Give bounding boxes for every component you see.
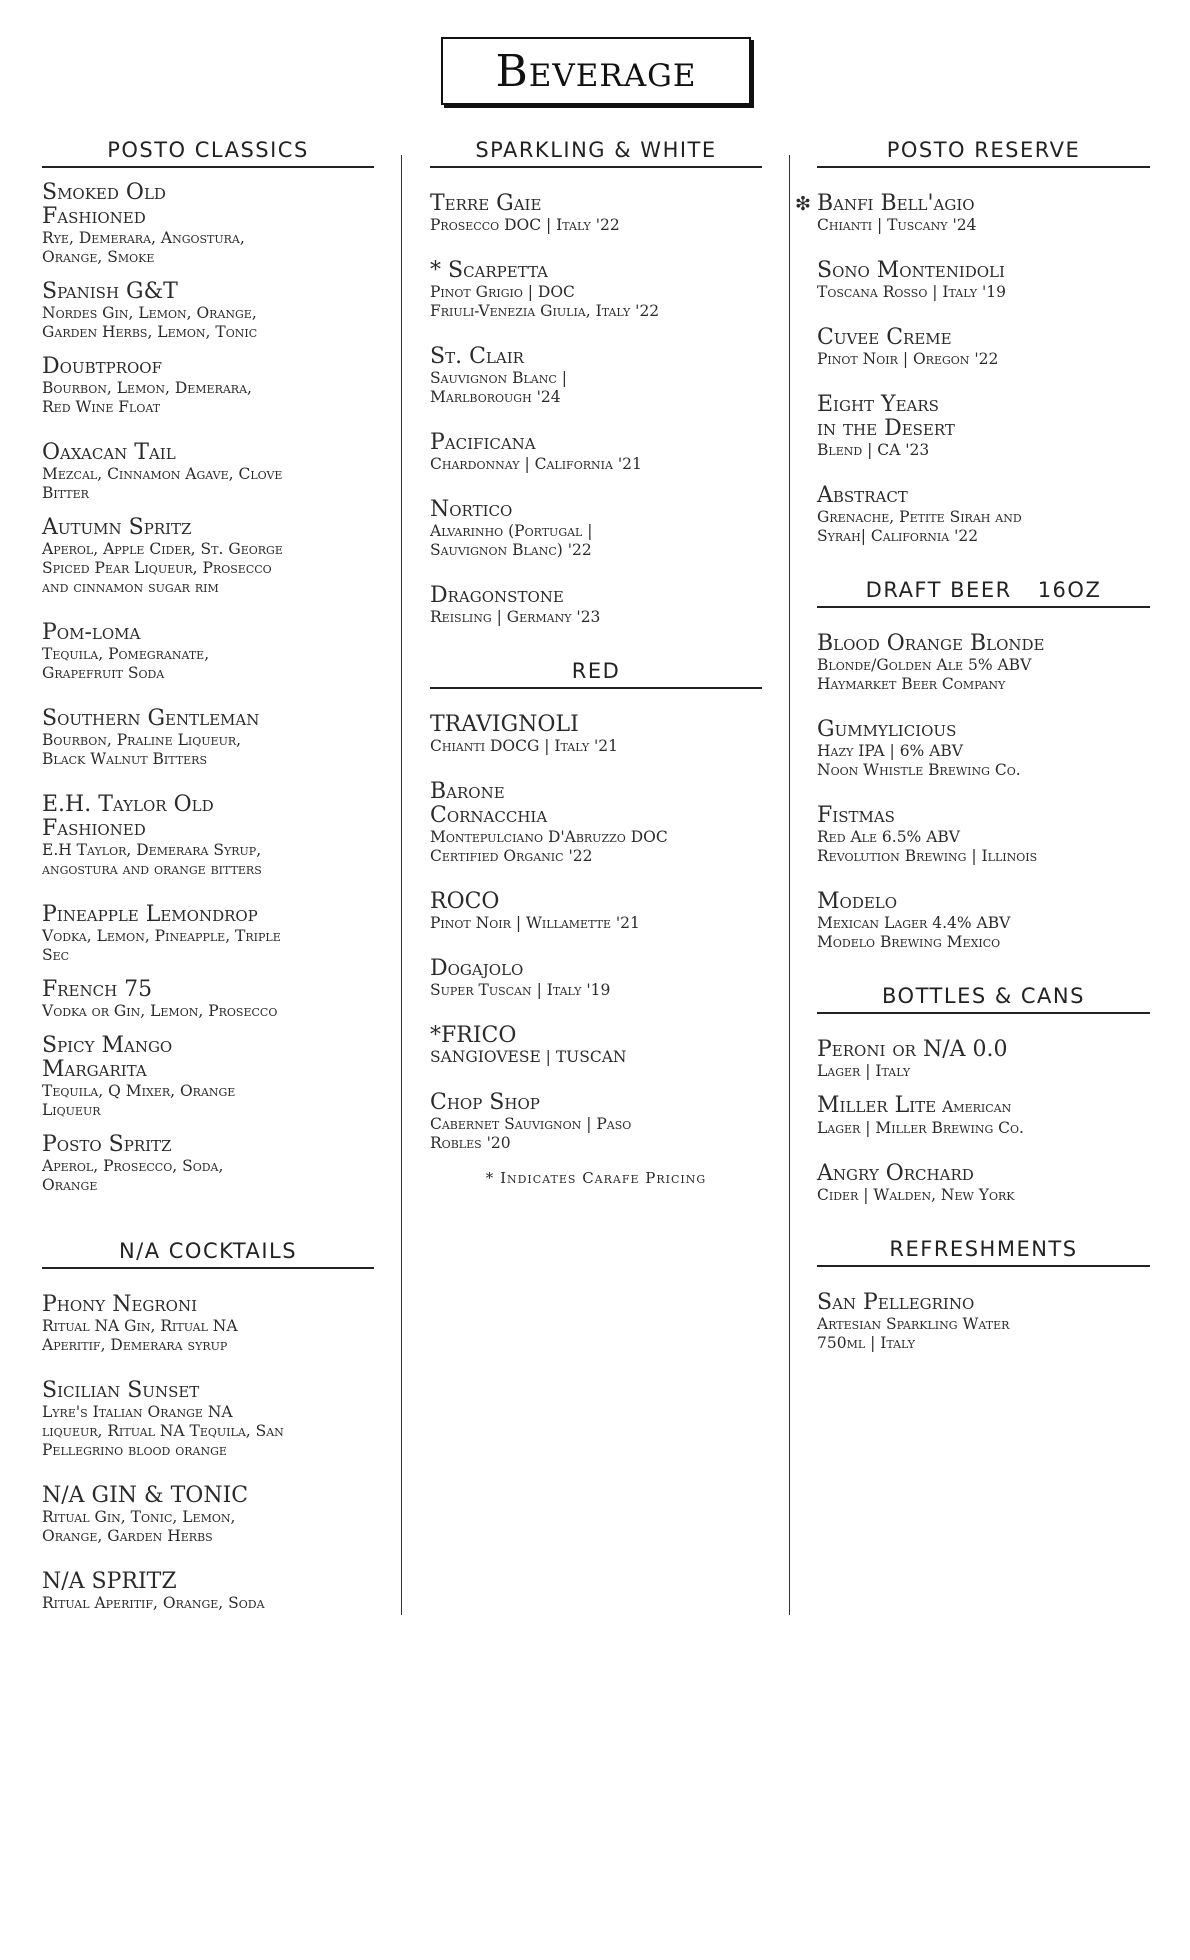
- menu-item: [430, 259, 762, 321]
- item-description: Lager | Miller Brewing Co.: [817, 1119, 1024, 1137]
- item-description: Super Tuscan | Italy '19: [430, 981, 611, 999]
- draft-beer-label: DRAFT BEER: [865, 578, 1012, 602]
- item-description: Orange: [42, 1176, 98, 1194]
- item-description: Reisling | Germany '23: [430, 608, 601, 626]
- item-description: Garden Herbs, Lemon, Tonic: [42, 323, 258, 341]
- item-description: Noon Whistle Brewing Co.: [817, 761, 1021, 779]
- column-middle: [430, 138, 762, 1187]
- item-description: Nordes Gin, Lemon, Orange,: [42, 304, 257, 322]
- item-description: 750ml | Italy: [817, 1334, 915, 1352]
- menu-item: [430, 345, 762, 407]
- menu-item: [817, 326, 1150, 369]
- item-description: and cinnamon sugar rim: [42, 578, 219, 596]
- menu-item: [430, 498, 762, 560]
- item-description: Haymarket Beer Company: [817, 675, 1006, 693]
- item-name: E.H. Taylor Old: [42, 792, 214, 817]
- menu-item: [42, 1133, 374, 1195]
- item-name: San Pellegrino: [817, 1290, 975, 1315]
- menu-item: [42, 280, 374, 342]
- menu-item: [430, 957, 762, 1000]
- item-description: Chianti DOCG | Italy '21: [430, 737, 619, 755]
- section-heading-na-cocktails: N/A COCKTAILS: [42, 1239, 374, 1269]
- item-description: Black Walnut Bitters: [42, 750, 208, 768]
- item-name: Sicilian Sunset: [42, 1378, 200, 1403]
- carafe-pricing-note: * Indicates Carafe Pricing: [485, 1169, 707, 1187]
- menu-item: [817, 259, 1150, 302]
- item-description: Red Wine Float: [42, 398, 161, 416]
- item-description: Red Ale 6.5% ABV: [817, 828, 960, 846]
- menu-item: [42, 707, 374, 769]
- item-description: Ritual Aperitif, Orange, Soda: [42, 1594, 265, 1612]
- section-heading-refreshments: REFRESHMENTS: [817, 1237, 1150, 1267]
- item-name: Doubtproof: [42, 354, 162, 379]
- item-name: Southern Gentleman: [42, 706, 260, 731]
- section-heading-sparkling-white: SPARKLING & WHITE: [430, 138, 762, 168]
- item-name: TRAVIGNOLI: [430, 712, 579, 737]
- section-heading-bottles-cans: BOTTLES & CANS: [817, 984, 1150, 1014]
- column-right: [795, 138, 1150, 1353]
- item-name: Miller Lite: [817, 1093, 937, 1118]
- column-left: [42, 138, 374, 1613]
- item-description: Ritual NA Gin, Ritual NA: [42, 1317, 238, 1335]
- menu-item: [817, 890, 1150, 952]
- menu-item: [430, 1024, 762, 1067]
- item-name-row: [817, 1094, 1150, 1119]
- item-description: Ritual Gin, Tonic, Lemon,: [42, 1508, 236, 1526]
- menu-item: [817, 718, 1150, 780]
- item-description: Mexican Lager 4.4% ABV: [817, 914, 1011, 932]
- item-description: E.H Taylor, Demerara Syrup,: [42, 841, 262, 859]
- item-name: Cornacchia: [430, 803, 548, 828]
- item-description: Tequila, Pomegranate,: [42, 645, 210, 663]
- item-name: French 75: [42, 977, 153, 1002]
- item-description: Vodka or Gin, Lemon, Prosecco: [42, 1002, 278, 1020]
- menu-item: [42, 793, 374, 879]
- menu-item: [817, 484, 1150, 546]
- item-description: Vodka, Lemon, Pineapple, Triple: [42, 927, 281, 945]
- item-description: Grenache, Petite Sirah and: [817, 508, 1022, 526]
- item-name: Barone: [430, 779, 505, 804]
- item-name: Cuvee Creme: [817, 325, 952, 350]
- item-name: Pineapple Lemondrop: [42, 902, 258, 927]
- item-description: Blend | CA '23: [817, 441, 930, 459]
- item-description: Aperitif, Demerara syrup: [42, 1336, 228, 1354]
- item-description: angostura and orange bitters: [42, 860, 262, 878]
- item-name: ROCO: [430, 889, 500, 914]
- item-name: Terre Gaie: [430, 191, 542, 216]
- item-name: Fashioned: [42, 816, 146, 841]
- item-description: Pinot Noir | Willamette '21: [430, 914, 640, 932]
- item-description: Spiced Pear Liqueur, Prosecco: [42, 559, 272, 577]
- item-name: Nortico: [430, 497, 513, 522]
- item-name: N/A GIN & TONIC: [42, 1483, 249, 1508]
- item-description: Sauvignon Blanc |: [430, 369, 567, 387]
- item-description: Aperol, Apple Cider, St. George: [42, 540, 283, 558]
- menu-item: [817, 393, 1150, 460]
- item-name: Fistmas: [817, 803, 895, 828]
- item-description: Pellegrino blood orange: [42, 1441, 227, 1459]
- item-name: Angry Orchard: [817, 1161, 974, 1186]
- section-heading-posto-classics: POSTO CLASSICS: [42, 138, 374, 168]
- menu-item: [42, 181, 374, 267]
- menu-title: Beverage: [495, 45, 697, 97]
- item-description: Toscana Rosso | Italy '19: [817, 283, 1006, 301]
- item-description: Alvarinho (Portugal |: [430, 522, 593, 540]
- item-name: Dogajolo: [430, 956, 524, 981]
- item-name: in the Desert: [817, 416, 955, 441]
- item-description: Tequila, Q Mixer, Orange: [42, 1082, 236, 1100]
- item-description: Revolution Brewing | Illinois: [817, 847, 1038, 865]
- section-heading-draft-beer: [817, 578, 1150, 608]
- item-description: Aperol, Prosecco, Soda,: [42, 1157, 224, 1175]
- item-name: Gummylicious: [817, 717, 957, 742]
- item-description: Montepulciano D'Abruzzo DOC: [430, 828, 668, 846]
- menu-item: [42, 1293, 374, 1355]
- item-description: Bourbon, Praline Liqueur,: [42, 731, 242, 749]
- item-name: St. Clair: [430, 344, 524, 369]
- item-description: liqueur, Ritual NA Tequila, San: [42, 1422, 284, 1440]
- menu-item: [42, 441, 374, 503]
- item-name: Posto Spritz: [42, 1132, 172, 1157]
- item-description: Sec: [42, 946, 70, 964]
- item-name: Spicy Mango: [42, 1033, 173, 1058]
- asterisk-icon: ❇: [795, 193, 811, 215]
- menu-item: [430, 890, 762, 933]
- menu-item: [430, 192, 762, 235]
- item-description: Orange, Garden Herbs: [42, 1527, 213, 1545]
- item-description: Cider | Walden, New York: [817, 1186, 1015, 1204]
- menu-item: [42, 1484, 374, 1546]
- menu-title-box: [441, 37, 751, 105]
- menu-item: [817, 1291, 1150, 1353]
- item-name: * Scarpetta: [430, 258, 549, 283]
- column-divider: [789, 155, 790, 1615]
- item-description: Liqueur: [42, 1101, 101, 1119]
- menu-item: [42, 1379, 374, 1460]
- menu-item: [430, 1091, 762, 1153]
- item-description: Grapefruit Soda: [42, 664, 165, 682]
- item-description: Blonde/Golden Ale 5% ABV: [817, 656, 1032, 674]
- item-name: Oaxacan Tail: [42, 440, 176, 465]
- item-name: Abstract: [817, 483, 908, 508]
- item-description: Certified Organic '22: [430, 847, 593, 865]
- item-name: Banfi Bell'agio: [817, 191, 975, 216]
- item-description: Syrah| California '22: [817, 527, 979, 545]
- item-description: Lyre's Italian Orange NA: [42, 1403, 233, 1421]
- item-name: Margarita: [42, 1057, 147, 1082]
- menu-item: [430, 780, 762, 866]
- menu-item: [430, 584, 762, 627]
- item-description: Sauvignon Blanc) '22: [430, 541, 592, 559]
- draft-size: 16OZ: [1037, 578, 1102, 602]
- item-description: Robles '20: [430, 1134, 511, 1152]
- item-name: Modelo: [817, 889, 898, 914]
- section-heading-posto-reserve: POSTO RESERVE: [817, 138, 1150, 168]
- menu-item: [42, 903, 374, 965]
- menu-item: [42, 1570, 374, 1613]
- menu-item: [42, 978, 374, 1021]
- item-description: Hazy IPA | 6% ABV: [817, 742, 963, 760]
- item-description: Chianti | Tuscany '24: [817, 216, 977, 234]
- item-name: Dragonstone: [430, 583, 564, 608]
- item-name: Peroni or N/A 0.0: [817, 1037, 1008, 1062]
- menu-item: [817, 804, 1150, 866]
- menu-item: [817, 1038, 1150, 1081]
- item-name: Chop Shop: [430, 1090, 540, 1115]
- item-name: Autumn Spritz: [42, 515, 192, 540]
- menu-item: [42, 621, 374, 683]
- menu-item: [795, 191, 1150, 235]
- item-description: Pinot Noir | Oregon '22: [817, 350, 999, 368]
- item-description: Prosecco DOC | Italy '22: [430, 216, 620, 234]
- menu-item: [42, 516, 374, 597]
- menu-item: [817, 632, 1150, 694]
- menu-item: [430, 713, 762, 756]
- item-description: Rye, Demerara, Angostura,: [42, 229, 245, 247]
- item-description: Modelo Brewing Mexico: [817, 933, 1001, 951]
- section-heading-red: RED: [430, 659, 762, 689]
- item-inline-description: American: [942, 1098, 1012, 1116]
- item-name: Phony Negroni: [42, 1292, 198, 1317]
- item-description: Bourbon, Lemon, Demerara,: [42, 379, 252, 397]
- item-description: Orange, Smoke: [42, 248, 155, 266]
- item-name: Smoked Old: [42, 180, 166, 205]
- item-name: Eight Years: [817, 392, 939, 417]
- menu-item: [817, 1162, 1150, 1205]
- item-name: Fashioned: [42, 204, 146, 229]
- item-description: Cabernet Sauvignon | Paso: [430, 1115, 632, 1133]
- item-description: Bitter: [42, 484, 89, 502]
- item-description: SANGIOVESE | TUSCAN: [430, 1048, 627, 1066]
- item-name: Blood Orange Blonde: [817, 631, 1045, 656]
- item-name: N/A SPRITZ: [42, 1569, 177, 1594]
- item-description: Friuli-Venezia Giulia, Italy '22: [430, 302, 660, 320]
- menu-item: [42, 1034, 374, 1120]
- item-name: Pom-loma: [42, 620, 141, 645]
- menu-item: [817, 1094, 1150, 1138]
- item-name: *FRICO: [430, 1023, 517, 1048]
- item-description: Marlborough '24: [430, 388, 561, 406]
- item-name: Pacificana: [430, 430, 536, 455]
- item-name: Sono Montenidoli: [817, 258, 1005, 283]
- item-description: Mezcal, Cinnamon Agave, Clove: [42, 465, 283, 483]
- item-description: Artesian Sparkling Water: [817, 1315, 1010, 1333]
- item-description: Chardonnay | California '21: [430, 455, 642, 473]
- column-divider: [401, 155, 402, 1615]
- menu-item: [430, 431, 762, 474]
- item-description: Lager | Italy: [817, 1062, 911, 1080]
- item-name: Spanish G&T: [42, 279, 178, 304]
- menu-item: [42, 355, 374, 417]
- item-description: Pinot Grigio | DOC: [430, 283, 575, 301]
